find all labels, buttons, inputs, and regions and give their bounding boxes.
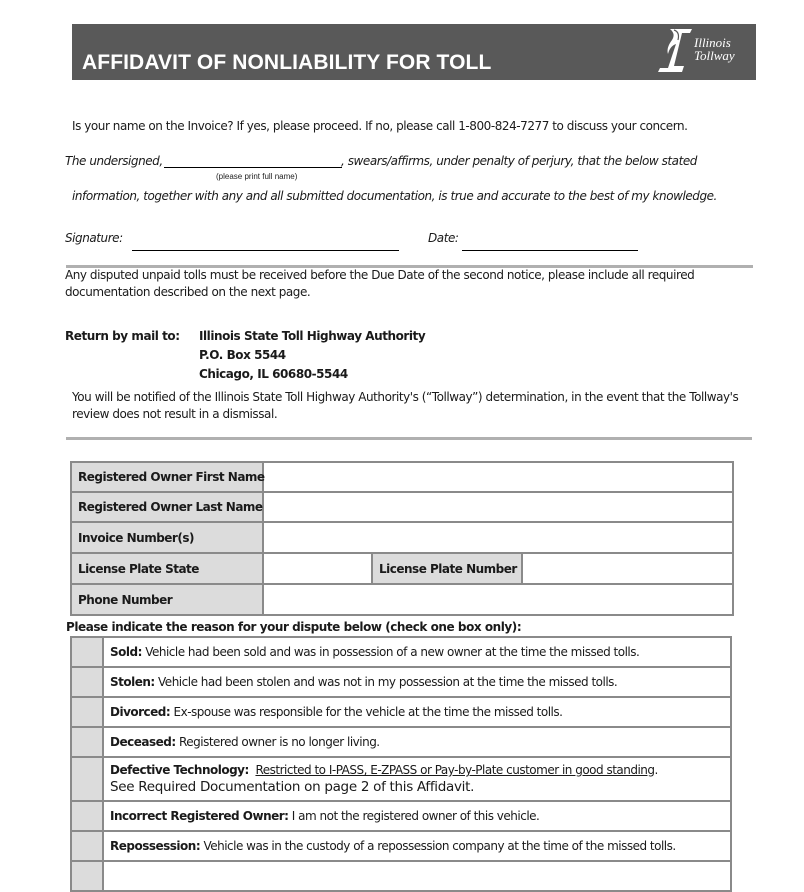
reason-repossession xyxy=(103,831,731,861)
owner-info-table xyxy=(70,461,734,616)
invoice-number-field[interactable] xyxy=(263,522,733,553)
reason-defective-technology xyxy=(103,757,731,801)
table-row xyxy=(71,492,733,522)
list-item xyxy=(71,757,731,801)
reason-title: Deceased: xyxy=(110,735,176,749)
full-name-input[interactable] xyxy=(164,153,342,168)
illinois-tollway-logo-icon xyxy=(656,26,696,76)
logo-text-illinois: Illinois xyxy=(694,35,731,50)
table-row xyxy=(71,522,733,553)
reason-text: Registered owner is no longer living. xyxy=(175,735,380,749)
list-item xyxy=(71,637,731,667)
print-name-note: (please print full name) xyxy=(216,172,298,181)
reason-text-suffix: . xyxy=(654,763,658,777)
notice-line-1: Any disputed unpaid tolls must be received before the Due Date of the second notice, please include all required xyxy=(65,268,695,282)
date-input[interactable] xyxy=(462,236,638,251)
plate-number-field[interactable] xyxy=(522,553,733,584)
return-by-mail-label: Return by mail to: xyxy=(65,329,180,343)
reason-checkbox-incorrect-owner[interactable] xyxy=(71,801,103,831)
logo-text-tollway: Tollway xyxy=(694,48,735,63)
reason-text: Restricted to I-PASS, E-ZPASS or Pay-by-Plate customer in good standing xyxy=(255,763,655,777)
notification-line-2: review does not result in a dismissal. xyxy=(72,407,278,421)
last-name-field[interactable] xyxy=(263,492,733,522)
first-name-field[interactable] xyxy=(263,462,733,492)
reason-stolen xyxy=(103,667,731,697)
reason-title: Stolen: xyxy=(110,675,155,689)
reason-sold xyxy=(103,637,731,667)
list-item xyxy=(71,667,731,697)
list-item xyxy=(71,727,731,757)
reason-next xyxy=(103,861,731,891)
section-divider xyxy=(66,437,752,440)
reason-deceased xyxy=(103,727,731,757)
document-title: AFFIDAVIT OF NONLIABILITY FOR TOLL xyxy=(82,51,492,74)
list-item xyxy=(71,697,731,727)
reason-checkbox-next[interactable] xyxy=(71,861,103,891)
date-label: Date: xyxy=(428,231,459,245)
table-row xyxy=(71,462,733,492)
invoice-number-label: Invoice Number(s) xyxy=(71,522,263,553)
reason-divorced xyxy=(103,697,731,727)
undersigned-prefix: The undersigned, xyxy=(65,154,163,168)
phone-number-label: Phone Number xyxy=(71,584,263,615)
document-header xyxy=(72,24,756,80)
required-documentation-note: See Required Documentation on page 2 of this Affidavit. xyxy=(110,779,475,795)
dispute-reasons-table xyxy=(70,636,732,892)
reason-title: Repossession: xyxy=(110,839,201,853)
reason-incorrect-owner xyxy=(103,801,731,831)
signature-label: Signature: xyxy=(65,231,123,245)
list-item xyxy=(71,801,731,831)
reason-checkbox-divorced[interactable] xyxy=(71,697,103,727)
mail-address-line-1: Illinois State Toll Highway Authority xyxy=(199,329,426,343)
plate-state-label: License Plate State xyxy=(71,553,263,584)
reason-checkbox-repossession[interactable] xyxy=(71,831,103,861)
phone-number-field[interactable] xyxy=(263,584,733,615)
notice-line-2: documentation described on the next page. xyxy=(65,285,311,299)
mail-address-line-3: Chicago, IL 60680-5544 xyxy=(199,367,348,381)
reason-title: Defective Technology: xyxy=(110,763,249,777)
list-item xyxy=(71,861,731,891)
list-item xyxy=(71,831,731,861)
table-row xyxy=(71,584,733,615)
reason-text: Vehicle had been stolen and was not in my possession at the time the missed tolls. xyxy=(154,675,618,689)
mail-address-line-2: P.O. Box 5544 xyxy=(199,348,286,362)
plate-state-field[interactable] xyxy=(263,553,372,584)
reason-text: I am not the registered owner of this vehicle. xyxy=(288,809,540,823)
reason-text: Vehicle had been sold and was in possession of a new owner at the time the missed tolls. xyxy=(141,645,640,659)
reason-checkbox-sold[interactable] xyxy=(71,637,103,667)
reason-checkbox-deceased[interactable] xyxy=(71,727,103,757)
reason-text: Ex-spouse was responsible for the vehicle at the time the missed tolls. xyxy=(170,705,563,719)
table-row xyxy=(71,553,733,584)
last-name-label: Registered Owner Last Name xyxy=(71,492,263,522)
dispute-instruction: Please indicate the reason for your dispute below (check one box only): xyxy=(66,620,522,634)
reason-title: Divorced: xyxy=(110,705,171,719)
signature-input[interactable] xyxy=(132,236,399,251)
reason-checkbox-defective-technology[interactable] xyxy=(71,757,103,801)
statement-continued: information, together with any and all submitted documentation, is true and accurate to the best of my knowledge. xyxy=(72,189,717,203)
reason-text: Vehicle was in the custody of a repossession company at the time of the missed tolls. xyxy=(200,839,676,853)
notification-line-1: You will be notified of the Illinois State Toll Highway Authority's (“Tollway”) determination, in the event that the Tollway's xyxy=(72,390,739,404)
illinois-tollway-logo xyxy=(656,26,748,76)
reason-checkbox-stolen[interactable] xyxy=(71,667,103,697)
undersigned-suffix: , swears/affirms, under penalty of perjury, that the below stated xyxy=(341,154,697,168)
reason-title: Sold: xyxy=(110,645,142,659)
reason-title: Incorrect Registered Owner: xyxy=(110,809,289,823)
first-name-label: Registered Owner First Name xyxy=(71,462,263,492)
name-on-invoice-question: Is your name on the Invoice? If yes, please proceed. If no, please call 1-800-824-7277 to discuss your concern. xyxy=(72,119,688,133)
plate-number-label: License Plate Number xyxy=(372,553,522,584)
